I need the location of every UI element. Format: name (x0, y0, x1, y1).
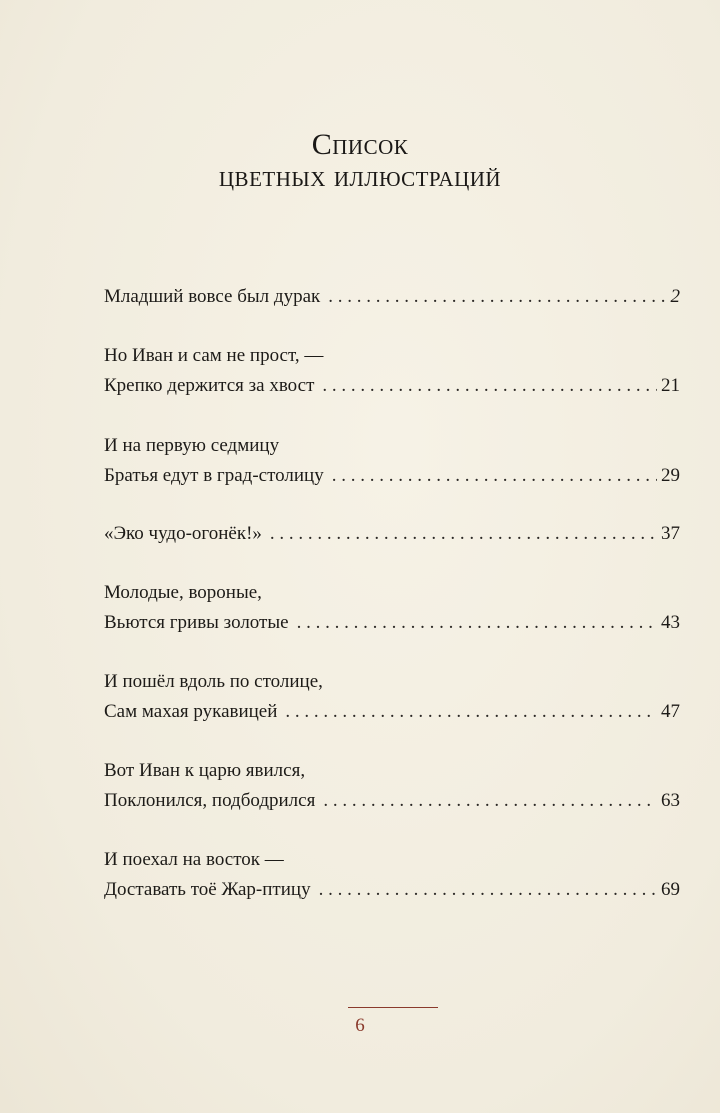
toc-entry-page: 47 (661, 701, 680, 722)
leader-dots (319, 875, 657, 905)
toc-entry-text: И поехал на восток — (104, 849, 284, 870)
toc-entry-page: 21 (661, 375, 680, 396)
toc-entry-page: 2 (670, 286, 680, 307)
toc-entry-page: 29 (661, 465, 680, 486)
leader-dots (328, 282, 666, 312)
leader-dots (270, 519, 657, 549)
toc-entry[interactable] (104, 667, 680, 727)
toc-entry-text: Крепко держится за хвост (104, 375, 315, 396)
toc-entry-text: Вот Иван к царю явился, (104, 760, 306, 781)
toc-entry[interactable] (104, 578, 680, 638)
toc-entry[interactable] (104, 282, 680, 312)
page-title-line-1: Список (311, 128, 409, 161)
page-title-line-2: цветных иллюстраций (218, 160, 502, 193)
toc-entry-page: 63 (661, 790, 680, 811)
footer-rule (348, 1007, 438, 1008)
toc-entry-text: И пошёл вдоль по столице, (104, 671, 323, 692)
toc-entry-text: Братья едут в град-столицу (104, 465, 324, 486)
toc-entry-text: И на первую седмицу (104, 435, 280, 456)
toc-entry[interactable] (104, 756, 680, 816)
toc-entry-page: 43 (661, 612, 680, 633)
toc-entry[interactable] (104, 431, 680, 491)
toc-entry-text: Младший вовсе был дурак (104, 286, 321, 307)
toc-entry-text: Поклонился, подбодрился (104, 790, 316, 811)
leader-dots (323, 786, 657, 816)
leader-dots (285, 697, 657, 727)
toc-entry[interactable] (104, 341, 680, 401)
toc-entry-text: Но Иван и сам не прост, — (104, 345, 324, 366)
leader-dots (322, 371, 657, 401)
toc-entry-page: 69 (661, 879, 680, 900)
leader-dots (332, 461, 657, 491)
toc-entry-text: Доставать тоё Жар-птицу (104, 879, 311, 900)
leader-dots (297, 608, 657, 638)
toc-entry-text: Вьются гривы золотые (104, 612, 289, 633)
toc-entry-page: 37 (661, 523, 680, 544)
page-number: 6 (355, 1015, 365, 1036)
toc-entry[interactable] (104, 845, 680, 905)
toc-entry-text: Сам махая рукавицей (104, 701, 278, 722)
toc-entry-text: «Эко чудо-огонёк!» (104, 523, 262, 544)
toc-entry-text: Молодые, вороные, (104, 582, 262, 603)
toc-entry[interactable] (104, 519, 680, 549)
